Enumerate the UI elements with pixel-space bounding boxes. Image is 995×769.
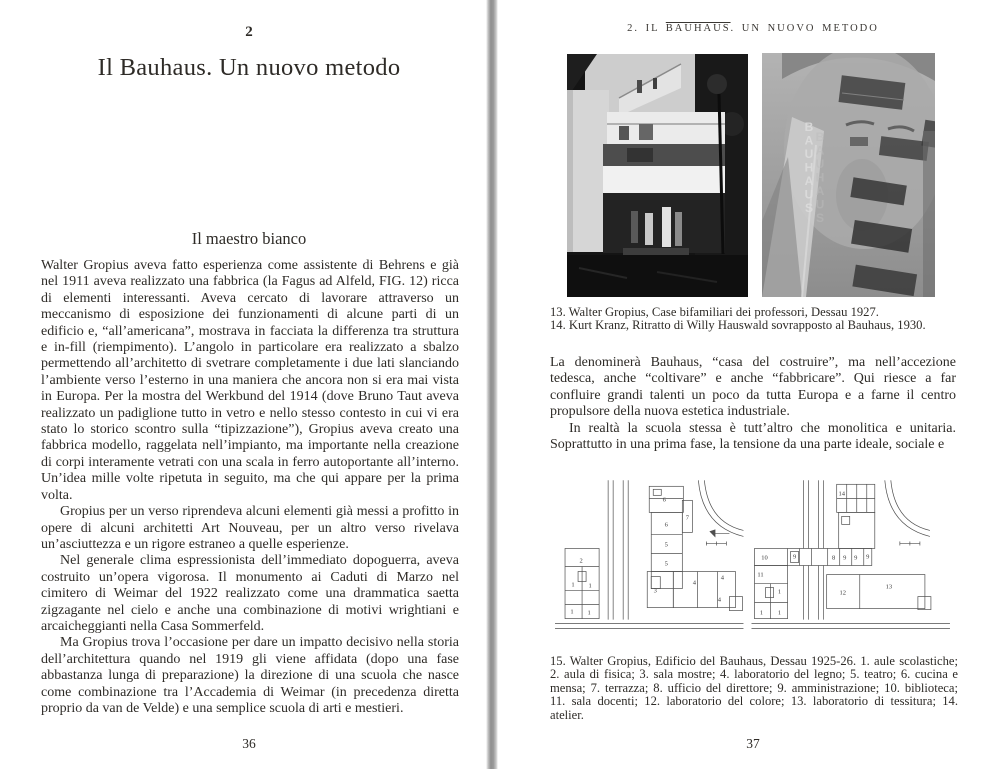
svg-text:5: 5 — [664, 541, 668, 549]
section-heading: Il maestro bianco — [191, 229, 307, 248]
right-page-body — [550, 355, 956, 453]
running-head — [550, 23, 956, 34]
paragraph: Ma Gropius trova l’occasione per dare un impatto decisivo nella storia dell’architettura quando nel 1919 gli viene affidata (dopo una fase abbastanza lunga di preparazione) la direzione di una scuola che nasce come combinazione tra l’Accademia di Weimar (in precedenza diretta proprio da van de Velde) e una semplice scuola di arti e mestieri. — [41, 635, 459, 716]
svg-text:9: 9 — [854, 554, 858, 562]
page-number-right: 37 — [746, 736, 760, 751]
svg-text:4: 4 — [692, 579, 696, 587]
svg-text:10: 10 — [761, 554, 768, 562]
svg-text:U: U — [804, 187, 814, 202]
svg-text:A: A — [815, 184, 825, 198]
portrait-photo-graphic — [762, 53, 935, 297]
svg-text:4: 4 — [717, 596, 722, 604]
svg-text:1: 1 — [587, 609, 591, 617]
svg-text:1: 1 — [777, 609, 782, 617]
svg-text:6: 6 — [662, 496, 666, 504]
svg-text:1: 1 — [571, 581, 575, 589]
svg-text:1: 1 — [588, 582, 592, 590]
svg-text:9: 9 — [843, 554, 847, 562]
svg-text:U: U — [815, 197, 825, 212]
figure-15-floor-plan — [551, 476, 963, 650]
svg-text:S: S — [815, 211, 825, 225]
paragraph: Walter Gropius aveva fatto esperienza come assistente di Behrens e già nel 1911 aveva realizzato una fabbrica (la Fagus ad Alfeld, FIG. 12) ricca di elementi interessanti. Aveva cercato di lavorare attraverso un meccanismo di esposizione dei funzionamenti di alcune parti di un edificio e, “all’americana”, mostrava in facciata la differenza tra struttura e in-fill (riempimento). L’angolo in particolare era realizzato a sbalzo permettendo all’architetto di svetrare completamente i due lati slanciando l’ambiente verso l’esterno in una maniera che ancora non si era mai vista in Europa. Per la mostra del Werkbund del 1914 (dove Bruno Taut aveva realizzato un padiglione tutto in vetro e nello stesso contesto in cui vi era stato lo storico scontro sulla “tipizzazione”), Gropius aveva creato una fabbrica modello, raggelata nell’impianto, ma importante nella creazione di corpi interamente vetrati con una scala in ferro autoportante all’interno. Un’idea mille volte ripetuta in seguito, ma che qui appare per la prima volta. — [41, 258, 459, 503]
floor-plan-graphic — [551, 476, 963, 650]
svg-text:S: S — [804, 201, 814, 215]
svg-text:6: 6 — [664, 521, 668, 529]
svg-text:13: 13 — [885, 583, 893, 591]
svg-text:9: 9 — [866, 553, 870, 561]
paragraph: Gropius per un verso riprendeva alcuni elementi già messi a profitto in opere di alcuni architetti Art Nouveau, per un altro verso rivelava un’asciuttezza e un rigore estraneo a quelle esperienze. — [41, 504, 459, 552]
house-photo-graphic — [567, 54, 748, 297]
caption-14: 14. Kurt Kranz, Ritratto di Willy Hauswald sovrapposto al Bauhaus, 1930. — [550, 318, 926, 333]
figure-14-photo-portrait-overlay — [762, 53, 935, 297]
left-page-body — [41, 258, 459, 717]
svg-text:8: 8 — [832, 554, 836, 562]
paragraph: La denominerà Bauhaus, “casa del costruire”, ma nell’accezione tedesca, anche “coltivare” e anche “fabbricare”. Qui riesce a far confluire grandi talenti un poco da tutta Europa e a farne il centro propulsore della nuova estetica industriale. — [550, 355, 956, 420]
svg-text:U: U — [815, 157, 825, 171]
figure-13-photo-professors-houses — [567, 54, 748, 297]
chapter-number: 2 — [245, 24, 253, 40]
svg-text:12: 12 — [839, 589, 846, 597]
paragraph: In realtà la scuola stessa è tutt’altro che monolitica e unitaria. Soprattutto in una prima fase, la tensione da una parte ideale, sociale e — [550, 420, 956, 453]
caption-15: 15. Walter Gropius, Edificio del Bauhaus, Dessau 1925-26. 1. aule scolastiche; 2. aula di fisica; 3. sala mostre; 4. laboratorio del legno; 5. teatro; 6. cucina e mensa; 7. terrazza; 8. ufficio del direttore; 9. amministrazione; 10. biblioteca; 11. sala docenti; 12. laboratorio del colore; 13. laboratorio di tessitura; 14. atelier. — [550, 654, 958, 722]
chapter-title: Il Bauhaus. Un nuovo metodo — [97, 54, 401, 81]
captions-13-14 — [550, 306, 958, 333]
svg-text:11: 11 — [757, 571, 764, 579]
svg-text:1: 1 — [570, 608, 574, 616]
caption-13: 13. Walter Gropius, Case bifamiliari dei professori, Dessau 1927. — [550, 305, 879, 319]
paragraph: Nel generale clima espressionista dell’immediato dopoguerra, aveva costruito un’opera vigorosa. Il monumento ai Caduti di Marzo nel cimitero di Weimar del 1922 realizzato come una drammatica saetta zigzagante nel cielo e anche una combinazione di motivi wrightiani e arcaicheggianti nella Casa Sommerfeld. — [41, 553, 459, 634]
svg-text:A: A — [804, 174, 814, 188]
svg-text:3: 3 — [653, 587, 657, 595]
svg-text:H: H — [815, 170, 825, 185]
svg-text:B: B — [815, 130, 825, 144]
page-number-left: 36 — [242, 736, 256, 751]
running-head-overlined-word: BAUHAUS — [665, 23, 731, 34]
svg-text:14: 14 — [838, 490, 845, 498]
svg-text:4: 4 — [720, 574, 725, 582]
svg-text:H: H — [804, 160, 814, 175]
plan-room-numbers — [570, 490, 892, 616]
svg-text:U: U — [804, 147, 814, 161]
svg-text:7: 7 — [685, 514, 689, 522]
book-spine-gutter — [486, 0, 498, 769]
svg-text:A: A — [804, 133, 814, 148]
svg-text:2: 2 — [579, 557, 583, 565]
svg-text:1: 1 — [777, 588, 782, 596]
svg-text:5: 5 — [664, 560, 668, 568]
svg-text:9: 9 — [792, 553, 797, 561]
svg-text:A: A — [815, 143, 825, 158]
running-head-suffix: . UN NUOVO METODO — [730, 23, 879, 34]
svg-text:B: B — [804, 120, 814, 134]
running-head-prefix: 2. IL — [627, 23, 666, 34]
svg-text:1: 1 — [759, 609, 764, 617]
